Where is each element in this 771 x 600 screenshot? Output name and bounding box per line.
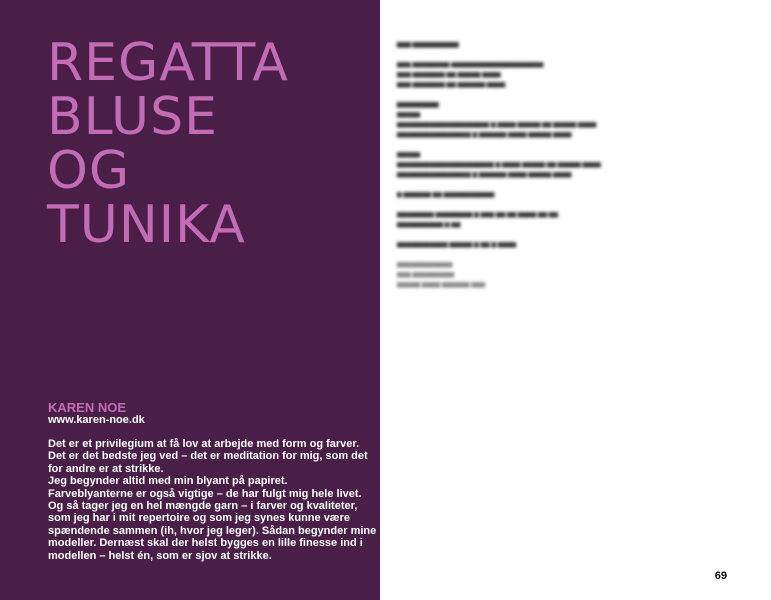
bio-line: Jeg begynder altid med min blyant på papiret.	[48, 475, 288, 488]
bio-line: Og så tager jeg en hel mængde garn – i farver og kvaliteter,	[48, 500, 358, 513]
author-bio	[48, 438, 377, 562]
page-number: 69	[714, 570, 727, 582]
bio-line: Farveblyanterne er også vigtige – de har fulgt mig hele livet.	[48, 487, 362, 500]
author-name: KAREN NOE	[48, 400, 127, 415]
right-panel	[380, 0, 771, 600]
bio-line: Det er et privilegium at få lov at arbejde med form og farver.	[48, 438, 360, 450]
bio-line: modellen – helst én, som er sjov at strikke.	[48, 549, 272, 562]
title-line: REGATTA	[47, 33, 289, 93]
bio-line: spændende sammen (ih, hvor jeg leger). Sådan begynder mine	[48, 524, 377, 537]
page-title	[47, 33, 289, 255]
title-line: TUNIKA	[47, 195, 246, 255]
bio-line: modeller. Dernæst skal der helst bygges en lille finesse ind i	[48, 537, 363, 550]
author-website-link[interactable]: www.karen-noe.dk	[48, 414, 145, 426]
title-line: OG	[47, 141, 131, 201]
bio-line: Det er det bedste jeg ved – det er meditation for mig, som det	[48, 450, 368, 463]
left-panel	[0, 0, 380, 600]
title-line: BLUSE	[47, 87, 218, 147]
bio-line: som jeg har i mit repertoire og som jeg synes kunne være	[48, 512, 350, 525]
blurred-pattern-specs: ▆▆▆ ▆▆▆▆▆▆▆▆▆▆ ▆▆▆ ▆▆▆▆▆▆▆▆ ▆▆▆▆▆▆▆▆▆▆▆▆▆▆▆▆▆▆▆▆ ▆▆▆ ▆▆▆▆▆▆▆ ▆▆ ▆▆▆▆▆ ▆▆▆▆ ▆▆▆ ▆▆▆▆▆▆▆ ▆▆ ▆▆▆▆▆▆ ▆▆▆▆ ▆▆▆▆▆▆▆▆▆ ▆▆▆▆▆ ▆▆▆▆▆▆▆▆▆▆▆▆▆▆▆▆▆▆▆▆ ▆ ▆▆▆▆ ▆▆▆▆▆ ▆▆ ▆▆▆▆▆ ▆▆▆▆ ▆▆▆▆▆▆▆▆▆▆▆▆▆▆▆▆ ▆ ▆▆▆▆▆▆ ▆▆▆▆ ▆▆▆▆▆ ▆▆▆▆ ▆▆▆▆▆ ▆▆▆▆▆▆▆▆▆▆▆▆▆▆▆▆▆▆▆▆▆ ▆ ▆▆▆▆ ▆▆▆▆▆ ▆▆ ▆▆▆▆▆ ▆▆▆▆ ▆▆▆▆▆▆▆▆▆▆▆▆▆▆▆▆ ▆ ▆▆▆▆▆▆ ▆▆▆▆ ▆▆▆▆▆ ▆▆▆▆ ▆ ▆▆▆▆▆▆ ▆▆ ▆▆▆▆▆▆▆▆▆▆▆ ▆▆▆▆▆▆▆▆ ▆▆▆▆▆▆▆▆ ▆ ▆▆▆ ▆▆ ▆▆ ▆▆▆▆ ▆▆ ▆▆ ▆▆▆▆▆▆▆▆▆▆ ▆ ▆▆ ▆▆▆▆▆▆▆▆▆▆▆ ▆▆▆▆▆ ▆ ▆▆ ▆ ▆▆▆▆ ▆▆▆▆▆▆▆▆▆▆▆▆ ▆▆▆ ▆▆▆▆▆▆▆▆▆ ▆▆▆▆▆ ▆▆▆▆ ▆▆▆▆▆▆ ▆▆▆	[397, 42, 601, 288]
bio-line: for andre er at strikke.	[48, 462, 164, 475]
